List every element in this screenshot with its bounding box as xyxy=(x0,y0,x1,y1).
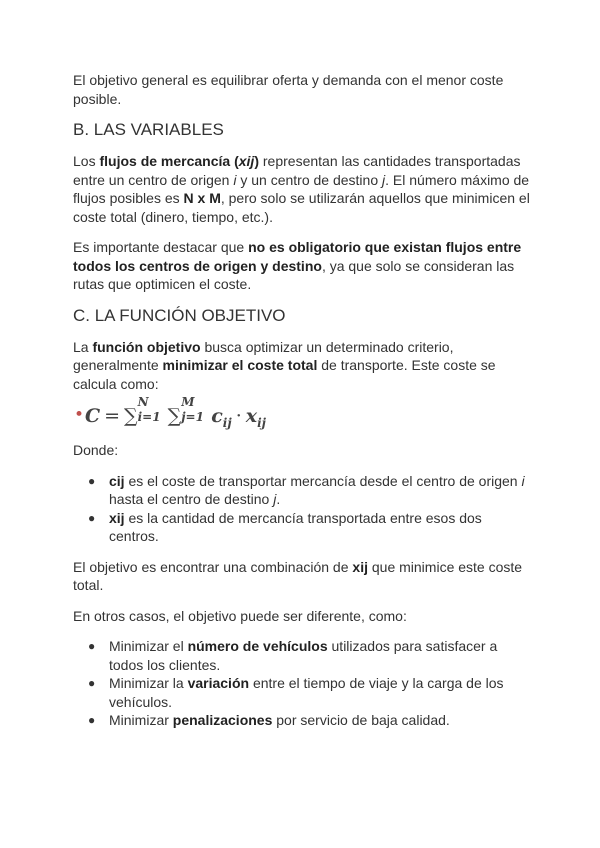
formula-equals: = xyxy=(104,405,121,427)
text-run: Es importante destacar que xyxy=(73,239,249,255)
alternatives-list xyxy=(73,637,533,730)
document-content xyxy=(73,71,533,730)
text-run: Minimizar xyxy=(109,712,173,728)
intro-paragraph: El objetivo general es equilibrar oferta y demanda con el menor coste posible. xyxy=(73,72,504,107)
sum-upper-limit: M xyxy=(181,395,195,409)
text-run: de transporte. Este coste se calcula como: xyxy=(73,357,496,392)
italic-run: i xyxy=(233,171,237,188)
bold-run: xij xyxy=(352,558,368,575)
other-cases-paragraph: En otros casos, el objetivo puede ser diferente, como: xyxy=(73,607,407,624)
text-run: es la cantidad de mercancía transportada entre esos dos centros. xyxy=(109,509,482,544)
text-run: por servicio de baja calidad. xyxy=(272,712,450,728)
text-run: Minimizar el xyxy=(109,638,188,654)
list-item xyxy=(73,637,533,674)
text-run: es el coste de transportar mercancía desde el centro de origen xyxy=(124,472,522,489)
italic-run: j xyxy=(382,171,386,188)
text-run: . El número máximo de flujos posibles es xyxy=(73,171,530,206)
text-run: La xyxy=(73,338,93,355)
bold-run: variación xyxy=(187,675,250,691)
italic-run: xij xyxy=(238,153,255,169)
bullet-icon: ● xyxy=(88,639,96,653)
section-heading-objective: C. LA FUNCIÓN OBJETIVO xyxy=(73,305,286,325)
text-run: busca optimizar un determinado criterio, generalmente xyxy=(73,338,454,373)
list-item xyxy=(73,509,533,546)
cost-formula xyxy=(73,393,533,441)
flows-paragraph xyxy=(73,152,533,226)
bullet-icon: ● xyxy=(88,473,96,488)
formula-lhs: C xyxy=(85,405,101,427)
sum-lower-limit: i=1 xyxy=(137,410,161,424)
bullet-icon: ● xyxy=(88,676,96,690)
goal-paragraph xyxy=(73,558,533,595)
flow-subscript: ij xyxy=(257,415,266,430)
section-heading-variables: B. LAS VARIABLES xyxy=(73,120,224,139)
where-label: Donde: xyxy=(73,442,119,458)
cost-subscript: ij xyxy=(222,415,232,430)
list-item xyxy=(73,711,533,730)
text-run: hasta el centro de destino xyxy=(109,491,274,507)
list-item xyxy=(73,674,533,711)
text-run: Minimizar la xyxy=(109,675,188,691)
italic-run: j xyxy=(273,491,277,507)
text-run: que minimice este coste total. xyxy=(73,558,523,593)
cost-variable: c xyxy=(211,405,223,427)
text-run: , ya que solo se consideran las rutas que optimicen el coste. xyxy=(73,257,515,292)
bold-italic-run xyxy=(239,153,255,169)
text-run: Los xyxy=(73,153,100,169)
bold-run: ) xyxy=(254,153,259,169)
text-run: entre el tiempo de viaje y la carga de los vehículos. xyxy=(109,675,504,710)
definitions-list xyxy=(73,472,533,546)
sum-symbol: ∑ xyxy=(167,405,182,427)
bold-run: no es obligatorio que existan flujos entre todos los centros de origen y destino xyxy=(73,239,522,274)
sum-symbol: ∑ xyxy=(124,405,138,427)
text-run: utilizados para satisfacer a todos los clientes. xyxy=(109,638,498,673)
bold-run: cij xyxy=(109,472,125,489)
sum-upper-limit: N xyxy=(137,395,149,409)
text-run: representan las cantidades transportadas entre un centro de origen xyxy=(73,153,521,188)
italic-run: i xyxy=(521,472,525,489)
text-run: El objetivo es encontrar una combinación de xyxy=(73,558,353,575)
bullet-icon: ● xyxy=(88,713,96,727)
bold-run: número de vehículos xyxy=(187,638,328,654)
bold-run: función objetivo xyxy=(92,338,201,355)
formula-expression xyxy=(85,395,266,430)
flow-variable: x xyxy=(245,405,258,427)
text-run: y un centro de destino xyxy=(236,171,383,188)
bullet-icon: ● xyxy=(88,510,96,525)
text-run: , pero solo se utilizarán aquellos que minimicen el coste total (dinero, tiempo, etc.). xyxy=(73,190,530,225)
sum-lower-limit: j=1 xyxy=(181,410,204,424)
bold-run: xij xyxy=(109,509,125,526)
list-item xyxy=(73,472,533,509)
bold-run: N x M xyxy=(183,190,221,206)
bold-run: penalizaciones xyxy=(172,712,273,728)
objective-paragraph xyxy=(73,338,533,394)
bold-run: flujos de mercancía ( xyxy=(99,153,239,169)
formula-dot: · xyxy=(235,405,242,427)
not-mandatory-paragraph xyxy=(73,238,533,294)
text-run: . xyxy=(276,491,281,507)
bold-run: minimizar el coste total xyxy=(162,357,318,373)
formula-bullet-icon: • xyxy=(74,405,85,425)
